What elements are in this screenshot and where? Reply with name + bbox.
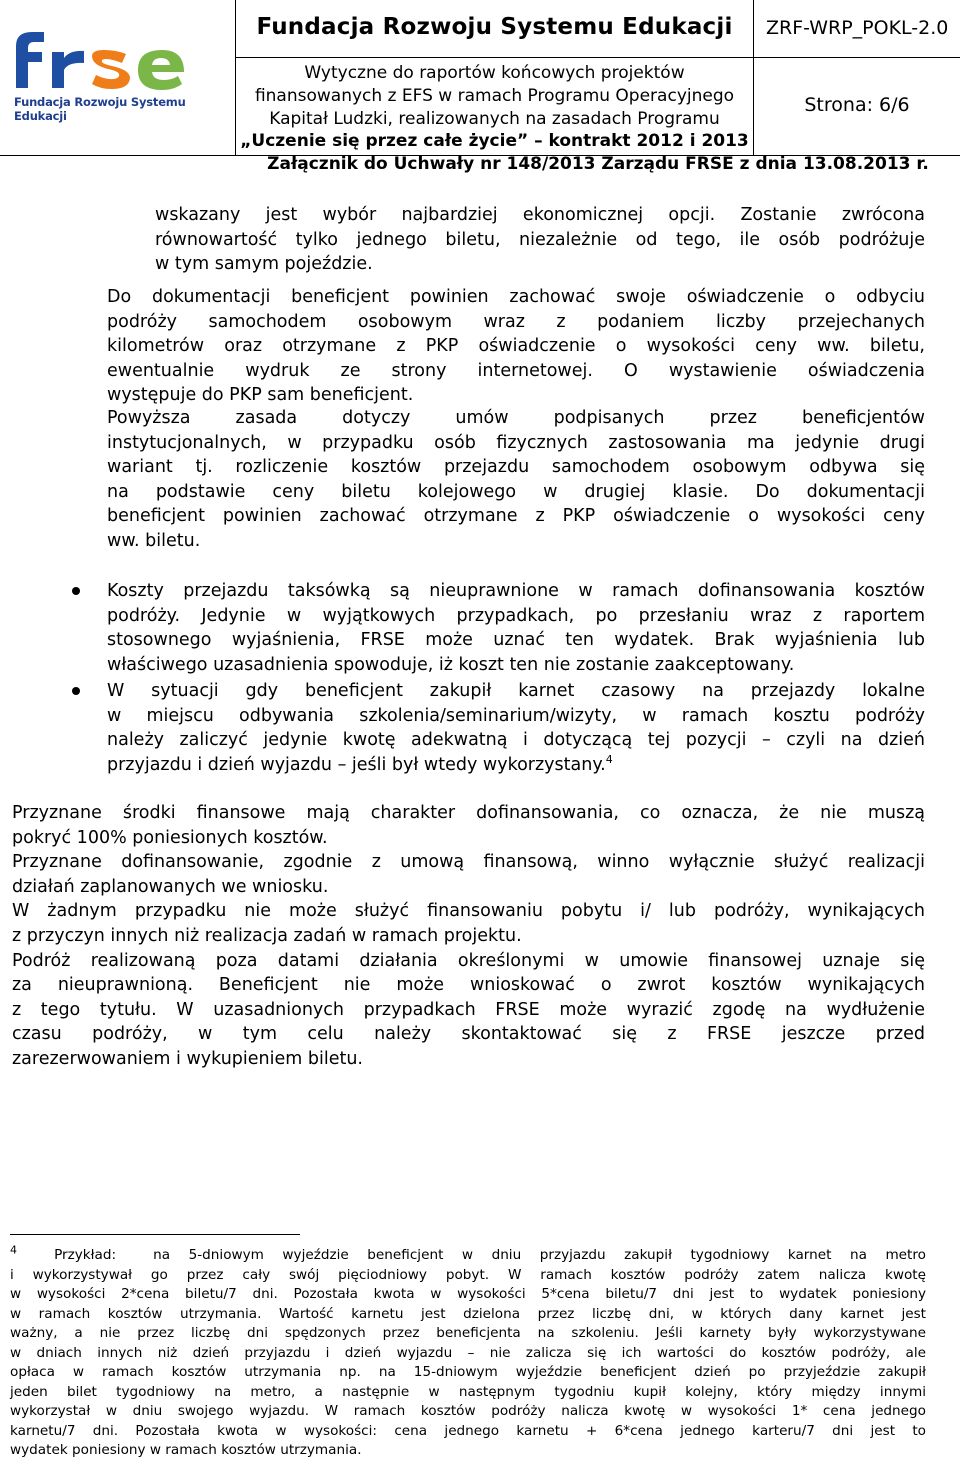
bullet-marker bbox=[72, 687, 80, 695]
bullet-taxi bbox=[107, 579, 925, 677]
logo-subtitle: Fundacja Rozwoju Systemu Edukacji bbox=[14, 95, 186, 123]
footnote-line: na 5-dniowym wyjeździe beneficjent w dniu przyjazdu zakupił tygodniowy karnet na metro bbox=[153, 1247, 926, 1263]
text-line: ww. biletu. bbox=[107, 530, 201, 551]
footnote bbox=[10, 1243, 926, 1461]
footnote-first-line bbox=[10, 1243, 926, 1266]
footnote-reference[interactable]: 4 bbox=[605, 752, 613, 766]
text-line: właściwego uzasadnienia spowoduje, iż koszt ten nie zostanie zaakceptowany. bbox=[107, 654, 795, 675]
text-line: Powyższa zasada dotyczy umów podpisanych przez beneficjentów bbox=[107, 408, 925, 428]
paragraph-funding-rules bbox=[12, 801, 925, 1072]
text-line: instytucjonalnych, w przypadku osób fizycznych zastosowania ma jedynie drugi bbox=[107, 432, 925, 453]
text-line: należy zaliczyć jedynie kwotę adekwatną i dotyczącą tej pozycji – czyli na dzień bbox=[107, 730, 925, 751]
text-line: wskazany jest wybór najbardziej ekonomicznej opcji. Zostanie zwrócona bbox=[155, 205, 925, 225]
text-line: podróży. Jedynie w wyjątkowych przypadkach, po przesłaniu wraz z raportem bbox=[107, 605, 925, 626]
footnote-line: jeden bilet tygodniowy na metro, a następnie w następnym tygodniu kupił kolejny, który między innymi bbox=[10, 1383, 926, 1400]
text-line: ewentualnie wydruk ze strony internetowej. O wystawienie oświadczenia bbox=[107, 360, 925, 381]
description-cell bbox=[236, 58, 754, 156]
text-line: W żadnym przypadku nie może służyć finansowaniu pobytu i/ lub podróży, wynikających bbox=[12, 901, 925, 922]
footnote-line: ważny, a nie przez liczbę dni spędzonych przez beneficjenta na szkoleniu. Jeśli karnety były wykorzystywane bbox=[10, 1325, 926, 1341]
footnote-line: karnetu/7 dni. Pozostała kwota w wysokości: cena jednego karnetu + 6*cena jednego karteru/7 dni jest to bbox=[10, 1422, 926, 1439]
text-line bbox=[107, 753, 925, 778]
text-line: zarezerwowaniem i wykupieniem biletu. bbox=[12, 1048, 363, 1069]
footnote-line: i wykorzystywał go przez cały swój pięciodniowy pobyt. W ramach kosztów podróży zatem nalicza kwotę bbox=[10, 1266, 926, 1283]
paragraph-travel-option bbox=[155, 203, 925, 277]
footnote-line: w ramach kosztów utrzymania. Wartość karnetu jest dzielona przez liczbę dni, w których dany karnet jest bbox=[10, 1305, 926, 1322]
frse-logo bbox=[12, 28, 227, 90]
footnote-line: w dniach innych niż dzień przyjazdu i dzień wyjazdu – nie zalicza się ich wartości do kosztów podróży, ale bbox=[10, 1344, 926, 1361]
text-line-content: przyjazdu i dzień wyjazdu – jeśli był wtedy wykorzystany. bbox=[107, 754, 606, 775]
footnote-line: wydatek poniesiony w ramach kosztów utrzymania. bbox=[10, 1442, 362, 1458]
text-line: równowartość tylko jednego biletu, niezależnie od tego, ile osób podróżuje bbox=[155, 229, 925, 250]
text-line: Przyznane środki finansowe mają charakter dofinansowania, co oznacza, że nie muszą bbox=[12, 803, 925, 823]
text-line: działań zaplanowanych we wniosku. bbox=[12, 876, 329, 897]
text-line: na podstawie ceny biletu kolejowego w drugiej klasie. Do dokumentacji bbox=[107, 481, 925, 502]
paragraph-rule-scope bbox=[107, 406, 925, 554]
text-line: beneficjent powinien zachować otrzymane z PKP oświadczenie o wysokości ceny bbox=[107, 506, 925, 527]
text-line: Do dokumentacji beneficjent powinien zachować swoje oświadczenie o odbyciu bbox=[107, 287, 925, 307]
text-line: występuje do PKP sam beneficjent. bbox=[107, 385, 414, 406]
attachment-note: Załącznik do Uchwały nr 148/2013 Zarządu FRSE z dnia 13.08.2013 r. bbox=[267, 154, 929, 174]
text-line: W sytuacji gdy beneficjent zakupił karnet czasowy na przejazdy lokalne bbox=[107, 681, 925, 701]
text-line: z tego tytułu. W uzasadnionych przypadkach FRSE może wyrazić zgodę na wydłużenie bbox=[12, 999, 925, 1020]
text-line: Koszty przejazdu taksówką są nieuprawnione w ramach dofinansowania kosztów bbox=[107, 581, 925, 601]
page-cell bbox=[754, 58, 960, 156]
code-cell bbox=[754, 0, 960, 58]
organization-title: Fundacja Rozwoju Systemu Edukacji bbox=[256, 14, 733, 40]
description-line: Wytyczne do raportów końcowych projektów bbox=[304, 63, 685, 83]
footnote-label: Przykład: bbox=[54, 1247, 117, 1263]
text-line: w miejscu odbywania szkolenia/seminarium/wizyty, w ramach kosztu podróży bbox=[107, 705, 925, 726]
text-line: w tym samym pojeździe. bbox=[155, 254, 373, 275]
text-line: czasu podróży, w tym celu należy skontaktować się z FRSE jeszcze przed bbox=[12, 1024, 925, 1045]
document-code: ZRF-WRP_POKL-2.0 bbox=[766, 17, 949, 39]
bullet-pass bbox=[107, 679, 925, 777]
text-line: stosownego wyjaśnienia, FRSE może uznać ten wydatek. Brak wyjaśnienia lub bbox=[107, 630, 925, 651]
logo-cell bbox=[0, 0, 236, 156]
text-line: Podróż realizowaną poza datami działania określonymi w umowie finansowej uznaje się bbox=[12, 950, 925, 971]
text-line: wariant tj. rozliczenie kosztów przejazdu samochodem osobowym odbywa się bbox=[107, 457, 925, 478]
text-line: pokryć 100% poniesionych kosztów. bbox=[12, 827, 328, 848]
text-line: kilometrów oraz otrzymane z PKP oświadczenie o wysokości ceny ww. biletu, bbox=[107, 336, 925, 357]
description-line: „Uczenie się przez całe życie” – kontrakt 2012 i 2013 bbox=[240, 131, 749, 151]
document-header bbox=[0, 0, 960, 156]
paragraph-car-documentation bbox=[107, 285, 925, 408]
page-number: Strona: 6/6 bbox=[804, 94, 910, 116]
description-line: Kapitał Ludzki, realizowanych na zasadach Programu bbox=[269, 109, 720, 129]
text-line: z przyczyn innych niż realizacja zadań w ramach projektu. bbox=[12, 925, 522, 946]
text-line: za nieuprawnioną. Beneficjent nie może wnioskować o zwrot kosztów wynikających bbox=[12, 975, 925, 996]
text-line: podróży samochodem osobowym wraz z podaniem liczby przejechanych bbox=[107, 311, 925, 332]
footnote-line: w wysokości 2*cena biletu/7 dni. Pozostała kwota w wysokości 5*cena biletu/7 dni jest to wydatek poniesiony bbox=[10, 1286, 926, 1302]
bullet-marker bbox=[72, 587, 80, 595]
description-line: finansowanych z EFS w ramach Programu Operacyjnego bbox=[254, 86, 735, 106]
footnote-number: 4 bbox=[10, 1243, 17, 1257]
title-cell bbox=[236, 0, 754, 58]
footnote-line: wykorzystał w dniu swojego wyjazdu. W ramach kosztów podróży nalicza kwotę w wysokości 1* cena jednego bbox=[10, 1403, 926, 1419]
footnote-line: opłaca w ramach kosztów utrzymania np. na 15-dniowym wyjeździe beneficjent dzień po przyjeździe zakupił bbox=[10, 1364, 926, 1380]
text-line: Przyznane dofinansowanie, zgodnie z umową finansową, winno wyłącznie służyć realizacji bbox=[12, 852, 925, 873]
footnote-separator bbox=[10, 1234, 300, 1235]
